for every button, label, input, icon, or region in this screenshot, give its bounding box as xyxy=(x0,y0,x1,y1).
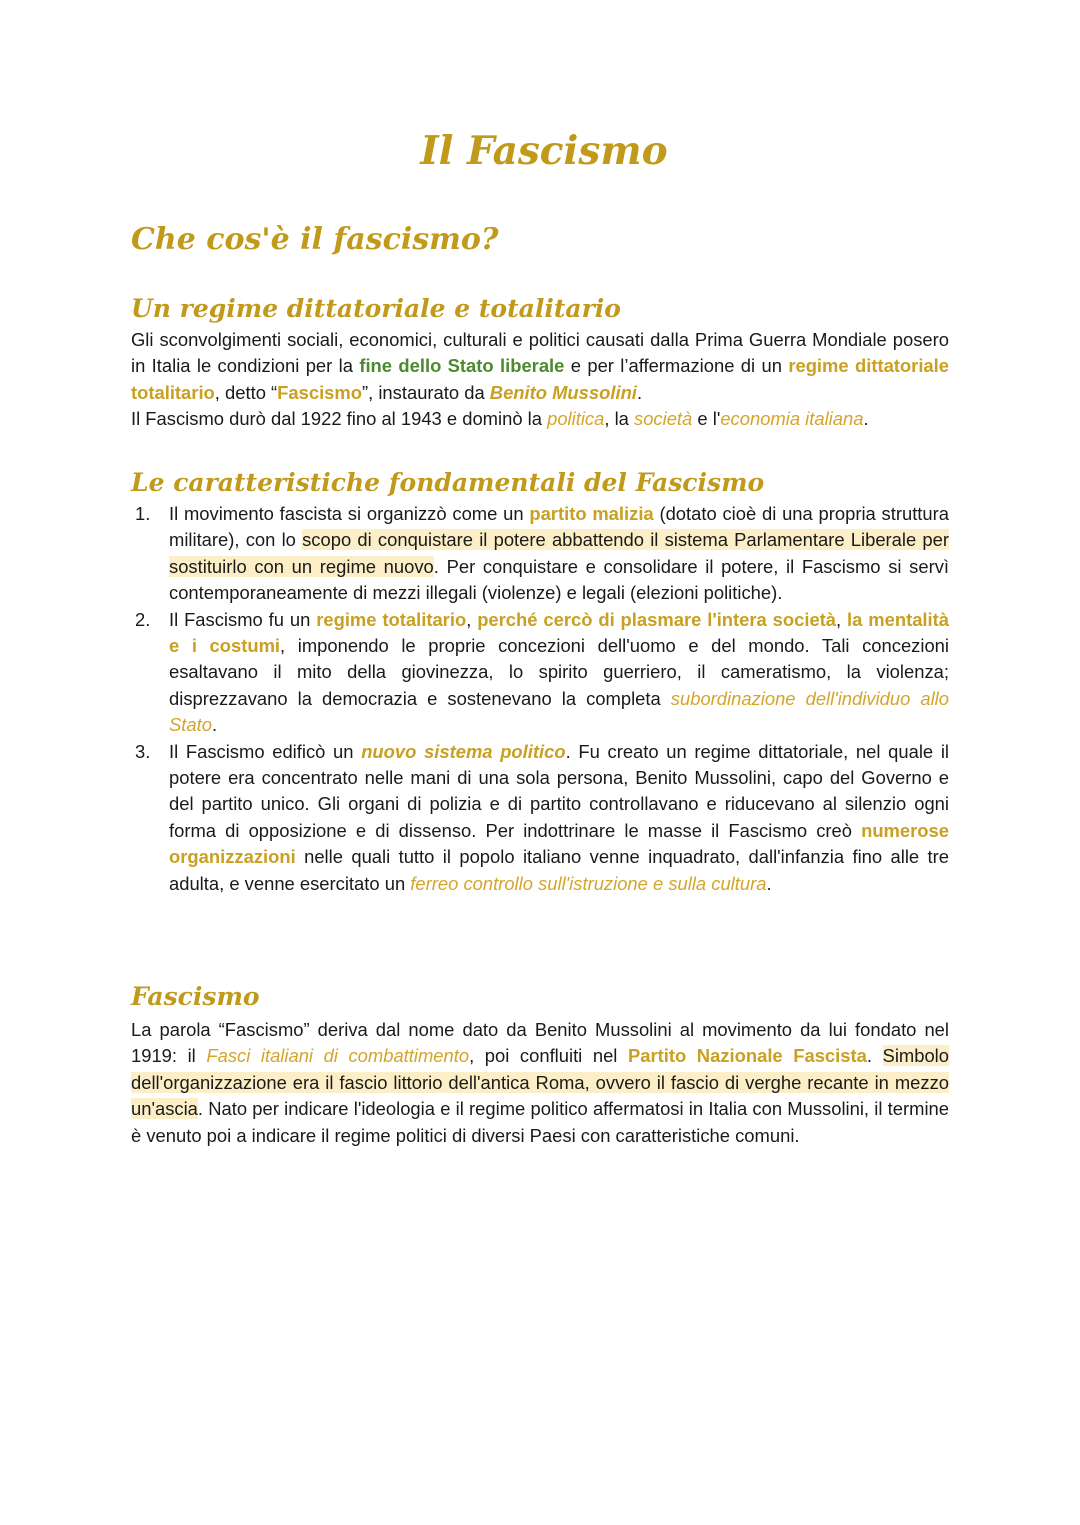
section-heading-fascismo: Fascismo xyxy=(131,982,260,1011)
emphasis-gold: partito malizia xyxy=(529,503,654,524)
text: e per l’affermazione di un xyxy=(564,355,789,377)
emphasis-gold: Fascismo xyxy=(277,381,362,403)
text: ”, instaurato da xyxy=(362,381,490,403)
text: . xyxy=(863,408,869,430)
emphasis-gold: perché cercò di plasmare l'intera società xyxy=(477,608,837,630)
text: Il Fascismo fu un xyxy=(169,608,317,630)
text: , detto “ xyxy=(214,381,278,403)
text: . Fu creato un regime dittatoriale, nel quale il potere era concentrato nelle mani di una sola persona, Benito Mussolini, capo del Governo e del partito unico. Gli organi di polizia e di partito controllavano e riducevano al silenzio ogni forma di opposizione e di dissenso. Per indottrinare le masse il Fascismo creò xyxy=(169,740,949,841)
text: , imponendo le proprie concezioni dell'uomo e del mondo. Tali concezioni esaltavano il mito della giovinezza, lo spirito guerriero, il cameratismo, la violenza; disprezzavano la democrazia e sostenevano la completa xyxy=(169,635,949,709)
section-heading-regime: Un regime dittatoriale e totalitario xyxy=(131,294,621,323)
text: . xyxy=(866,1045,883,1067)
list-item xyxy=(131,739,949,897)
emphasis-italic: politica xyxy=(547,408,605,430)
emphasis-italic: Fasci italiani di combattimento xyxy=(206,1045,470,1067)
emphasis-italic: subordinazione dell'individuo allo Stato xyxy=(169,687,949,736)
text: (dotato cioè di una propria struttura militare), con lo xyxy=(169,503,949,551)
characteristics-list xyxy=(131,501,949,897)
paragraph-fascismo xyxy=(131,1017,949,1149)
list-item xyxy=(131,607,949,739)
page-title: Il Fascismo xyxy=(420,128,668,174)
text: Il movimento fascista si organizzò come un xyxy=(169,503,530,524)
text: Il Fascismo durò dal 1922 fino al 1943 e dominò la xyxy=(131,408,548,430)
text: , poi confluiti nel xyxy=(469,1045,628,1067)
highlighted-text: scopo di conquistare il potere abbattendo il sistema Parlamentare Liberale per sostituirlo con un regime nuovo xyxy=(169,529,949,577)
emphasis-gold: regime totalitario xyxy=(316,608,467,630)
list-number: 1. xyxy=(135,503,151,524)
emphasis-italic: ferreo controllo sull'istruzione e sulla cultura xyxy=(410,872,767,894)
emphasis-gold: numerose organizzazioni xyxy=(169,819,949,868)
section-heading-caratteristiche: Le caratteristiche fondamentali del Fascismo xyxy=(131,468,765,497)
text: Il Fascismo edificò un xyxy=(169,740,362,762)
list-item xyxy=(131,501,949,607)
emphasis-gold-italic: nuovo sistema politico xyxy=(361,740,566,762)
text: , la xyxy=(604,408,634,430)
text: . Per conquistare e consolidare il potere, il Fascismo si servì contemporaneamente di mezzi illegali (violenze) e legali (elezioni politiche). xyxy=(169,555,949,604)
text: Gli sconvolgimenti sociali, economici, culturali e politici causati dalla Prima Guerra Mondiale posero in Italia le condizioni per la xyxy=(131,329,949,377)
emphasis-gold: regime dittatoriale totalitario xyxy=(131,355,949,403)
text: , xyxy=(466,608,478,630)
paragraph-regime xyxy=(131,327,949,433)
text: La parola “Fascismo” deriva dal nome dato da Benito Mussolini al movimento da lui fondato nel 1919: il xyxy=(131,1019,949,1067)
emphasis-gold: Partito Nazionale Fascista xyxy=(627,1045,867,1067)
list-number: 2. xyxy=(135,608,151,630)
text: . xyxy=(211,714,218,736)
text: . Nato per indicare l'ideologia e il regime politico affermatosi in Italia con Mussolini, il termine è venuto poi a indicare il regime politici di diversi Paesi con caratteristiche comuni. xyxy=(131,1098,949,1146)
emphasis-italic: economia italiana xyxy=(720,408,864,430)
question-heading: Che cos'è il fascismo? xyxy=(131,222,499,257)
emphasis-green: fine dello Stato liberale xyxy=(359,355,565,377)
text: nelle quali tutto il popolo italiano venne inquadrato, dall'infanzia fino alle tre adulta, e venne esercitato un xyxy=(169,846,949,894)
highlighted-text: Simbolo dell'organizzazione era il fascio littorio dell'antica Roma, ovvero il fascio di verghe recante in mezzo un'ascia xyxy=(131,1045,949,1120)
text: e l' xyxy=(692,408,721,430)
emphasis-gold: la mentalità e i costumi xyxy=(169,608,950,657)
emphasis-italic: società xyxy=(634,408,693,430)
section-regime xyxy=(131,294,949,433)
text: . xyxy=(766,872,772,894)
text: . xyxy=(636,381,643,403)
section-caratteristiche xyxy=(131,468,949,897)
text: , xyxy=(836,608,848,630)
section-fascismo xyxy=(131,982,949,1149)
emphasis-gold-italic: Benito Mussolini xyxy=(489,381,637,403)
list-number: 3. xyxy=(135,740,151,762)
